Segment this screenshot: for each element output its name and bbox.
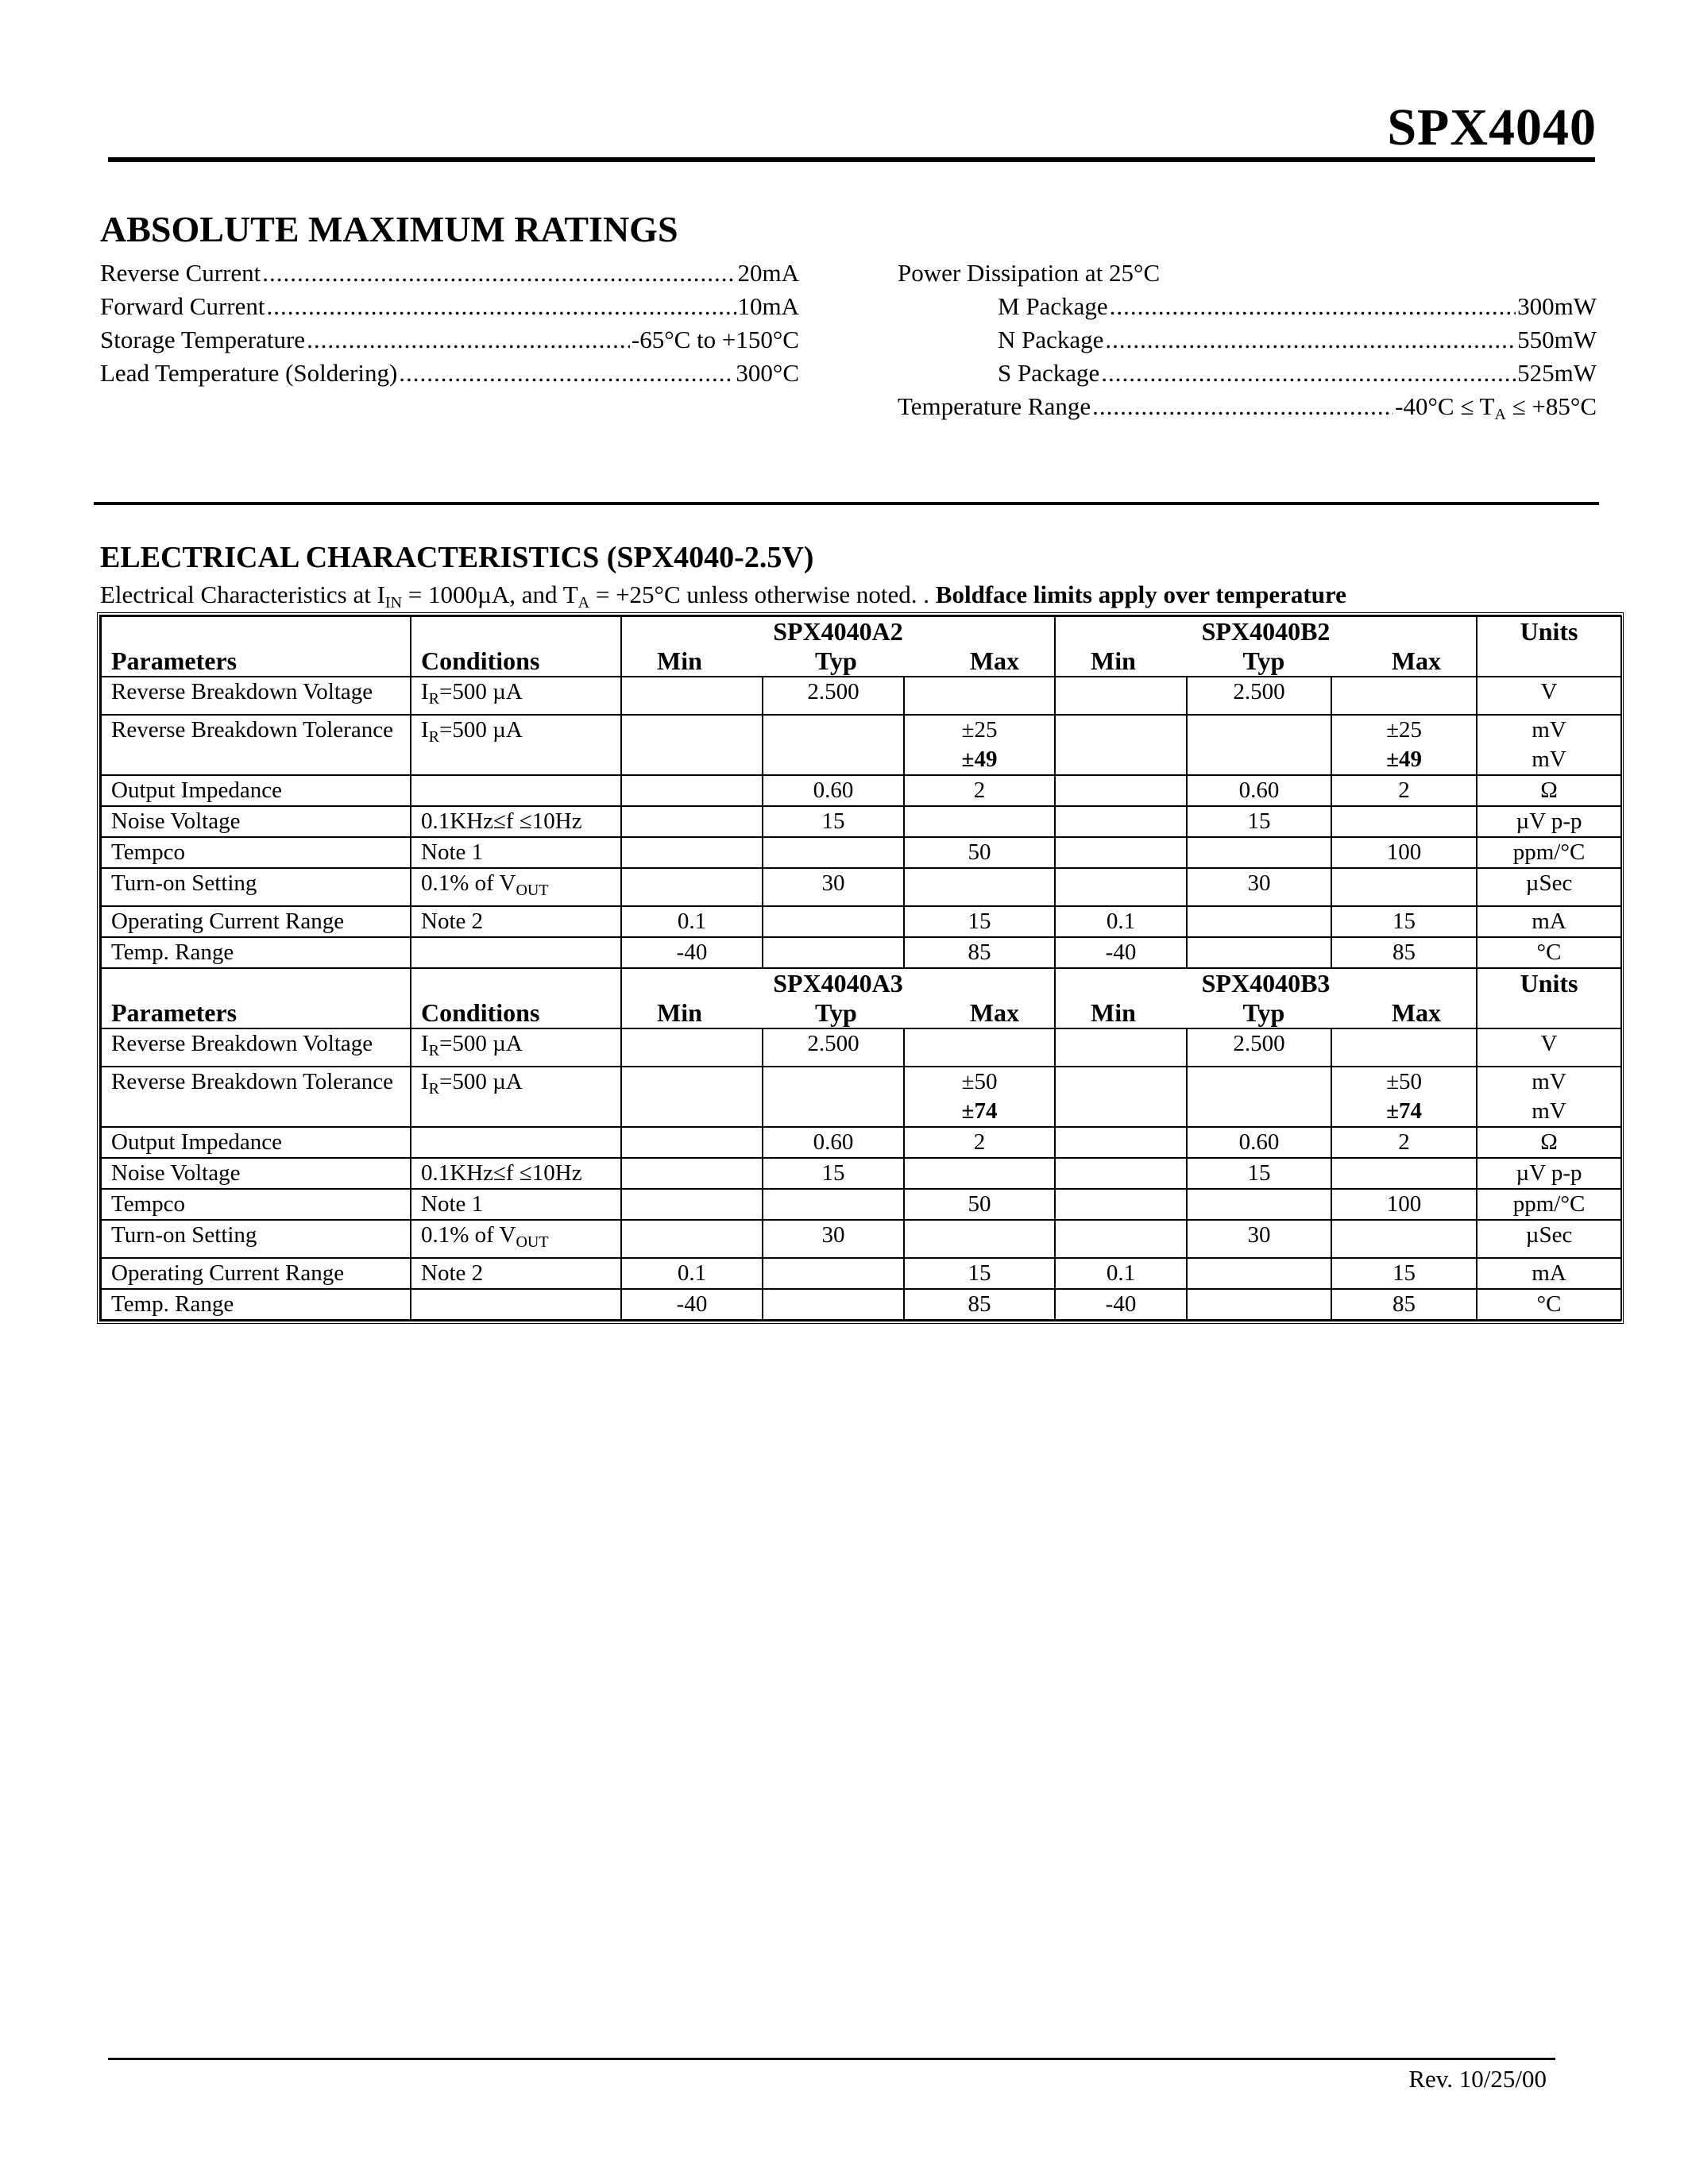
table-row	[101, 868, 1621, 906]
param-cell: Reverse Breakdown Voltage	[101, 1028, 411, 1067]
table-row	[101, 1189, 1621, 1220]
a-max-cell: ±50 ±74	[904, 1067, 1055, 1127]
condition-cell: $I_R=500$ µA	[411, 1028, 621, 1067]
units-cell: mV mV	[1477, 1067, 1621, 1127]
section-rule	[94, 502, 1599, 505]
a-min-cell: 0.1	[621, 906, 763, 937]
b-max-cell: 2	[1331, 1127, 1477, 1158]
b-min-cell	[1055, 806, 1187, 837]
b-min-cell	[1055, 1127, 1187, 1158]
a-typ-cell	[763, 1189, 904, 1220]
b-min-cell: -40	[1055, 937, 1187, 968]
a-max-cell: 85	[904, 1289, 1055, 1320]
amr-row: Lead Temperature (Soldering) ..... 300°C	[100, 357, 799, 390]
a-min-cell: 0.1	[621, 1258, 763, 1289]
b-max-cell: 100	[1331, 837, 1477, 868]
b-min-cell	[1055, 1067, 1187, 1127]
b-max-cell: 100	[1331, 1189, 1477, 1220]
condition-cell: 0.1KHz≤f ≤10Hz	[411, 1158, 621, 1189]
a-min-cell	[621, 1189, 763, 1220]
units-cell: µSec	[1477, 868, 1621, 906]
table-row	[101, 1127, 1621, 1158]
table-row	[101, 1067, 1621, 1127]
a-max-cell: 15	[904, 1258, 1055, 1289]
a-typ-cell: 30	[763, 868, 904, 906]
units-cell: mA	[1477, 1258, 1621, 1289]
b-min-cell	[1055, 868, 1187, 906]
condition-cell	[411, 937, 621, 968]
a-typ-cell	[763, 1067, 904, 1127]
table-row	[101, 715, 1621, 775]
a-typ-cell: 15	[763, 1158, 904, 1189]
b-min-cell	[1055, 1028, 1187, 1067]
param-cell: Noise Voltage	[101, 1158, 411, 1189]
param-cell: Turn-on Setting	[101, 1220, 411, 1258]
b-min-cell: 0.1	[1055, 906, 1187, 937]
a-max-cell: ±25 ±49	[904, 715, 1055, 775]
a-min-cell	[621, 1158, 763, 1189]
b-typ-cell: 2.500	[1187, 1028, 1331, 1067]
a-min-cell	[621, 677, 763, 715]
group-header-a: SPX4040A3 Min Typ Max	[621, 968, 1055, 1028]
b-min-cell	[1055, 1189, 1187, 1220]
param-cell: Turn-on Setting	[101, 868, 411, 906]
b-typ-cell	[1187, 1289, 1331, 1320]
units-cell: Ω	[1477, 1127, 1621, 1158]
a-typ-cell	[763, 837, 904, 868]
param-cell: Tempco	[101, 1189, 411, 1220]
condition-cell: 0.1KHz≤f ≤10Hz	[411, 806, 621, 837]
b-typ-cell	[1187, 1189, 1331, 1220]
units-cell: µV p-p	[1477, 806, 1621, 837]
amr-right-column	[898, 257, 1597, 423]
temp-range-value: $-40^\circ C \le T_A \le +85^\circ C$	[1395, 392, 1597, 423]
b-typ-cell	[1187, 715, 1331, 775]
param-cell: Tempco	[101, 837, 411, 868]
b-min-cell: 0.1	[1055, 1258, 1187, 1289]
condition-cell: $I_R=500$ µA	[411, 677, 621, 715]
b-typ-cell	[1187, 1067, 1331, 1127]
param-cell: Noise Voltage	[101, 806, 411, 837]
b-typ-cell	[1187, 837, 1331, 868]
power-dissipation-heading: Power Dissipation at 25°C	[898, 259, 1161, 287]
b-typ-cell: 15	[1187, 806, 1331, 837]
a-typ-cell: 2.500	[763, 677, 904, 715]
condition-cell: Note 2	[411, 906, 621, 937]
a-max-cell: 15	[904, 906, 1055, 937]
condition-cell: 0.1% of $V_{OUT}$	[411, 868, 621, 906]
a-min-cell	[621, 837, 763, 868]
condition-cell: Note 2	[411, 1258, 621, 1289]
col-parameters: Parameters	[101, 968, 411, 1028]
condition-cell: $I_R=500$ µA	[411, 715, 621, 775]
b-max-cell	[1331, 1158, 1477, 1189]
ec-conditions-note: Electrical Characteristics at $I_{IN} = 1000\mu A$, and $T_A = +25^\circ C$ unless otherwise noted. . Boldface limits apply over temperature	[100, 581, 1346, 612]
a-typ-cell: 0.60	[763, 1127, 904, 1158]
group-header-b: SPX4040B2 Min Typ Max	[1055, 616, 1477, 677]
amr-left-column	[100, 257, 799, 390]
condition-cell	[411, 1289, 621, 1320]
amr-row: Temperature Range ..... $-40^\circ C \le T_A \le +85^\circ C$	[898, 390, 1597, 423]
a-max-cell: 50	[904, 837, 1055, 868]
footer-rule	[108, 2058, 1555, 2060]
table-row	[101, 677, 1621, 715]
b-typ-cell	[1187, 1258, 1331, 1289]
b-max-cell	[1331, 868, 1477, 906]
a-max-cell: 85	[904, 937, 1055, 968]
a-max-cell: 50	[904, 1189, 1055, 1220]
b-min-cell	[1055, 775, 1187, 806]
b-max-cell: 15	[1331, 1258, 1477, 1289]
col-units: Units	[1477, 616, 1621, 677]
table-row	[101, 937, 1621, 968]
table-row	[101, 1220, 1621, 1258]
b-max-cell: 2	[1331, 775, 1477, 806]
param-cell: Operating Current Range	[101, 906, 411, 937]
a-typ-cell	[763, 1258, 904, 1289]
revision-date: Rev. 10/25/00	[1408, 2065, 1547, 2093]
b-typ-cell: 15	[1187, 1158, 1331, 1189]
a-typ-cell: 2.500	[763, 1028, 904, 1067]
ec-table-body	[101, 616, 1621, 1320]
condition-cell	[411, 775, 621, 806]
param-cell: Temp. Range	[101, 937, 411, 968]
b-max-cell: 15	[1331, 906, 1477, 937]
a-min-cell	[621, 1220, 763, 1258]
b-min-cell	[1055, 1220, 1187, 1258]
param-cell: Temp. Range	[101, 1289, 411, 1320]
document-title: SPX4040	[1387, 98, 1597, 156]
units-cell: µV p-p	[1477, 1158, 1621, 1189]
condition-cell: Note 1	[411, 1189, 621, 1220]
condition-cell	[411, 1127, 621, 1158]
amr-row: Reverse Current ..... 20mA	[100, 257, 799, 290]
table-row	[101, 1158, 1621, 1189]
param-cell: Reverse Breakdown Tolerance	[101, 715, 411, 775]
units-cell: mV mV	[1477, 715, 1621, 775]
b-max-cell: ±50 ±74	[1331, 1067, 1477, 1127]
param-cell: Reverse Breakdown Tolerance	[101, 1067, 411, 1127]
b-max-cell: 85	[1331, 937, 1477, 968]
b-max-cell: ±25 ±49	[1331, 715, 1477, 775]
b-typ-cell: 2.500	[1187, 677, 1331, 715]
units-cell: °C	[1477, 937, 1621, 968]
b-max-cell	[1331, 677, 1477, 715]
b-typ-cell: 0.60	[1187, 775, 1331, 806]
a-typ-cell	[763, 715, 904, 775]
param-cell: Reverse Breakdown Voltage	[101, 677, 411, 715]
b-min-cell	[1055, 837, 1187, 868]
a-max-cell	[904, 1220, 1055, 1258]
a-min-cell	[621, 775, 763, 806]
units-cell: V	[1477, 677, 1621, 715]
a-min-cell	[621, 1067, 763, 1127]
a-max-cell	[904, 868, 1055, 906]
b-typ-cell	[1187, 906, 1331, 937]
b-min-cell	[1055, 1158, 1187, 1189]
a-min-cell: -40	[621, 937, 763, 968]
a-typ-cell	[763, 1289, 904, 1320]
table-row	[101, 775, 1621, 806]
col-units: Units	[1477, 968, 1621, 1028]
amr-row: N Package ..... 550mW	[898, 323, 1597, 357]
condition-cell: $I_R=500$ µA	[411, 1067, 621, 1127]
b-typ-cell: 30	[1187, 1220, 1331, 1258]
condition-cell: 0.1% of $V_{OUT}$	[411, 1220, 621, 1258]
condition-cell: Note 1	[411, 837, 621, 868]
units-cell: V	[1477, 1028, 1621, 1067]
units-cell: ppm/°C	[1477, 1189, 1621, 1220]
units-cell: °C	[1477, 1289, 1621, 1320]
param-cell: Output Impedance	[101, 775, 411, 806]
a-max-cell	[904, 677, 1055, 715]
a-min-cell	[621, 1127, 763, 1158]
b-typ-cell: 30	[1187, 868, 1331, 906]
a-typ-cell	[763, 937, 904, 968]
col-conditions: Conditions	[411, 968, 621, 1028]
table-row	[101, 1028, 1621, 1067]
group-header-a: SPX4040A2 Min Typ Max	[621, 616, 1055, 677]
units-cell: ppm/°C	[1477, 837, 1621, 868]
table-row	[101, 906, 1621, 937]
a-min-cell	[621, 868, 763, 906]
a-typ-cell	[763, 906, 904, 937]
a-min-cell	[621, 1028, 763, 1067]
table-header-row	[101, 616, 1621, 677]
units-cell: µSec	[1477, 1220, 1621, 1258]
amr-row: Storage Temperature ..... -65°C to +150°C	[100, 323, 799, 357]
param-cell: Operating Current Range	[101, 1258, 411, 1289]
amr-row: Forward Current ..... 10mA	[100, 290, 799, 323]
amr-row: M Package ..... 300mW	[898, 290, 1597, 323]
a-max-cell	[904, 806, 1055, 837]
header-rule	[108, 157, 1595, 162]
a-min-cell: -40	[621, 1289, 763, 1320]
col-conditions: Conditions	[411, 616, 621, 677]
table-row	[101, 1289, 1621, 1320]
a-max-cell: 2	[904, 1127, 1055, 1158]
amr-row: S Package ..... 525mW	[898, 357, 1597, 390]
a-min-cell	[621, 715, 763, 775]
b-min-cell	[1055, 677, 1187, 715]
param-cell: Output Impedance	[101, 1127, 411, 1158]
b-max-cell: 85	[1331, 1289, 1477, 1320]
a-typ-cell: 30	[763, 1220, 904, 1258]
units-cell: mA	[1477, 906, 1621, 937]
ec-heading: ELECTRICAL CHARACTERISTICS (SPX4040-2.5V)	[100, 541, 814, 574]
b-min-cell	[1055, 715, 1187, 775]
b-min-cell: -40	[1055, 1289, 1187, 1320]
a-typ-cell: 15	[763, 806, 904, 837]
units-cell: Ω	[1477, 775, 1621, 806]
a-min-cell	[621, 806, 763, 837]
b-typ-cell: 0.60	[1187, 1127, 1331, 1158]
a-max-cell: 2	[904, 775, 1055, 806]
ec-table	[97, 612, 1624, 1324]
a-typ-cell: 0.60	[763, 775, 904, 806]
table-header-row	[101, 968, 1621, 1028]
table-row	[101, 1258, 1621, 1289]
table-row	[101, 837, 1621, 868]
a-max-cell	[904, 1028, 1055, 1067]
b-max-cell	[1331, 806, 1477, 837]
amr-heading: ABSOLUTE MAXIMUM RATINGS	[100, 209, 678, 249]
col-parameters: Parameters	[101, 616, 411, 677]
a-max-cell	[904, 1158, 1055, 1189]
b-max-cell	[1331, 1220, 1477, 1258]
b-typ-cell	[1187, 937, 1331, 968]
table-row	[101, 806, 1621, 837]
group-header-b: SPX4040B3 Min Typ Max	[1055, 968, 1477, 1028]
b-max-cell	[1331, 1028, 1477, 1067]
